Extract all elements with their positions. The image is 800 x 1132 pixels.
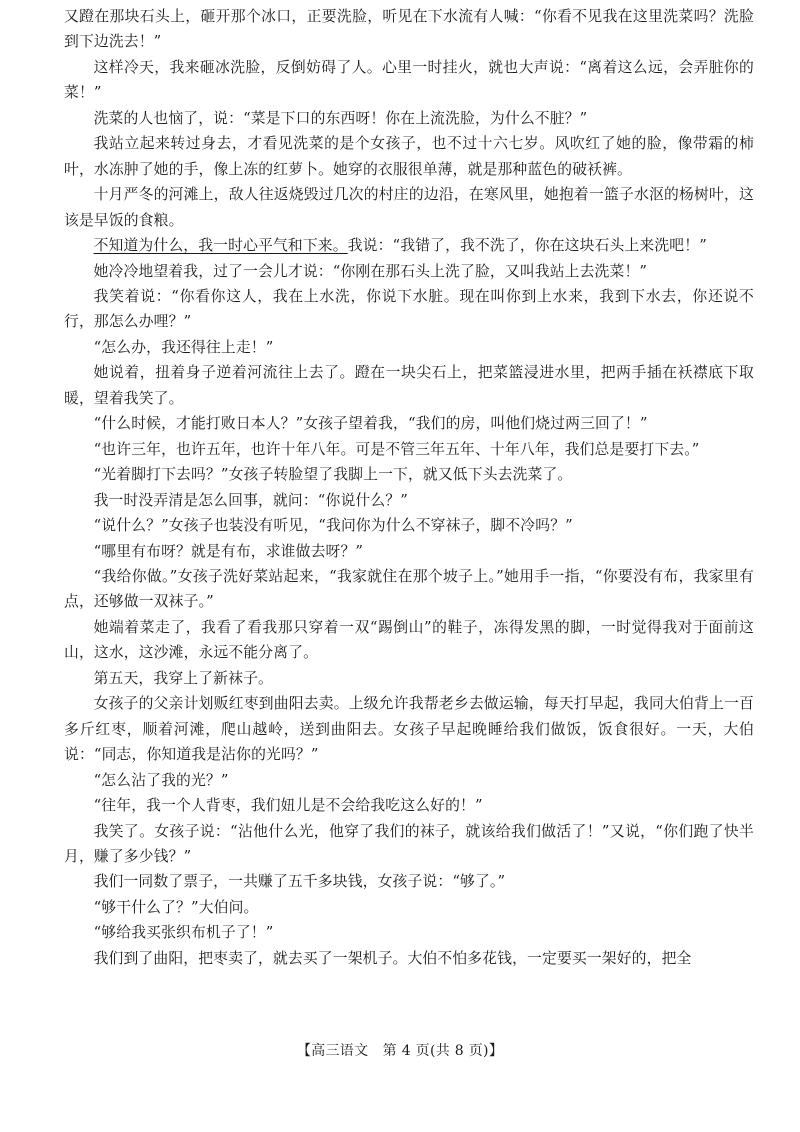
paragraph: 又蹬在那块石头上，砸开那个冰口，正要洗脸，听见在下水流有人喊：“你看不见我在这里洗菜吗？洗脸到下边洗去！” xyxy=(64,8,754,51)
paragraph: “说什么？”女孩子也装没有听见，“我问你为什么不穿袜子，脚不冷吗？” xyxy=(93,517,573,535)
paragraph: “哪里有布呀？就是有布，求谁做去呀？” xyxy=(93,542,364,560)
paragraph: “我给你做。”女孩子洗好菜站起来，“我家就住在那个坡子上。”她用手一指，“你要没有布，我家里有点，还够做一双袜子。” xyxy=(64,567,754,611)
paragraph xyxy=(64,233,754,258)
paragraph: “够干什么了？”大伯问。 xyxy=(93,898,259,916)
page-footer: 【高三语文 第 4 页(共 8 页)】 xyxy=(296,1043,504,1059)
paragraph: “怎么办，我还得往上走！” xyxy=(93,338,274,356)
paragraph: “什么时候，才能打败日本人？”女孩子望着我，“我们的房，叫他们烧过两三回了！” xyxy=(93,415,648,433)
paragraph: 她说着，扭着身子逆着河流往上去了。蹬在一块尖石上，把菜篮浸进水里，把两手插在袄襟底下取暖，望着我笑了。 xyxy=(64,364,754,407)
paragraph: “往年，我一个人背枣，我们妞儿是不会给我吃这么好的！” xyxy=(93,797,483,815)
paragraph: 女孩子的父亲计划贩红枣到曲阳去卖。上级允许我帮老乡去做运输，每天打早起，我同大伯背上一百多斤红枣，顺着河滩，爬山越岭，送到曲阳去。女孩子早起晚睡给我们做饭，饭食很好。一天，大伯说：“同志，你知道我是沾你的光吗？” xyxy=(64,695,754,764)
paragraph: 这样冷天，我来砸冰洗脸，反倒妨碍了人。心里一时挂火，就也大声说：“离着这么远，会弄脏你的菜！” xyxy=(64,58,754,102)
paragraph: “怎么沾了我的光？” xyxy=(93,771,229,789)
paragraph: 她端着菜走了，我看了看我那只穿着一双“踢倒山”的鞋子，冻得发黑的脚，一时觉得我对于面前这山，这水，这沙滩，永远不能分离了。 xyxy=(64,618,754,662)
paragraph: 洗菜的人也恼了，说：“菜是下口的东西呀！你在上流洗脸，为什么不脏？” xyxy=(93,109,588,127)
paragraph: 我站立起来转过身去，才看见洗菜的是个女孩子，也不过十六七岁。风吹红了她的脸，像带霜的柿叶，水冻肿了她的手，像上冻的红萝卜。她穿的衣服很单薄，就是那种蓝色的破袄裤。 xyxy=(64,135,754,178)
story-text xyxy=(64,4,754,971)
underlined-sentence: 不知道为什么，我一时心平气和下来。 xyxy=(93,237,348,255)
paragraph: 我笑了。女孩子说：“沾他什么光，他穿了我们的袜子，就该给我们做活了！”又说，“你们跑了快半月，赚了多少钱？” xyxy=(64,822,754,865)
paragraph: 我笑着说：“你看你这人，我在上水洗，你说下水脏。现在叫你到上水来，我到下水去，你还说不行，那怎么办哩？” xyxy=(64,287,754,331)
paragraph-text: 我说：“我错了，我不洗了，你在这块石头上来洗吧！” xyxy=(347,237,707,255)
paragraph: 十月严冬的河滩上，敌人往返烧毁过几次的村庄的边沿，在寒风里，她抱着一篮子水沤的杨树叶，这该是早饭的食粮。 xyxy=(64,186,754,229)
paragraph: 她冷冷地望着我，过了一会儿才说：“你刚在那石头上洗了脸，又叫我站上去洗菜！” xyxy=(93,262,648,280)
paragraph: “光着脚打下去吗？”女孩子转脸望了我脚上一下，就又低下头去洗菜了。 xyxy=(93,466,573,484)
paragraph: 第五天，我穿上了新袜子。 xyxy=(93,669,273,687)
paragraph: 我们到了曲阳，把枣卖了，就去买了一架机子。大伯不怕多花钱，一定要买一架好的，把全 xyxy=(93,949,692,967)
paragraph: “够给我买张织布机子了！” xyxy=(93,924,274,942)
paragraph: 我们一同数了票子，一共赚了五千多块钱，女孩子说：“够了。” xyxy=(93,873,506,891)
paragraph: “也许三年，也许五年，也许十年八年。可是不管三年五年、十年八年，我们总是要打下去。” xyxy=(93,440,700,458)
paragraph: 我一时没弄清是怎么回事，就问：“你说什么？” xyxy=(93,491,408,509)
